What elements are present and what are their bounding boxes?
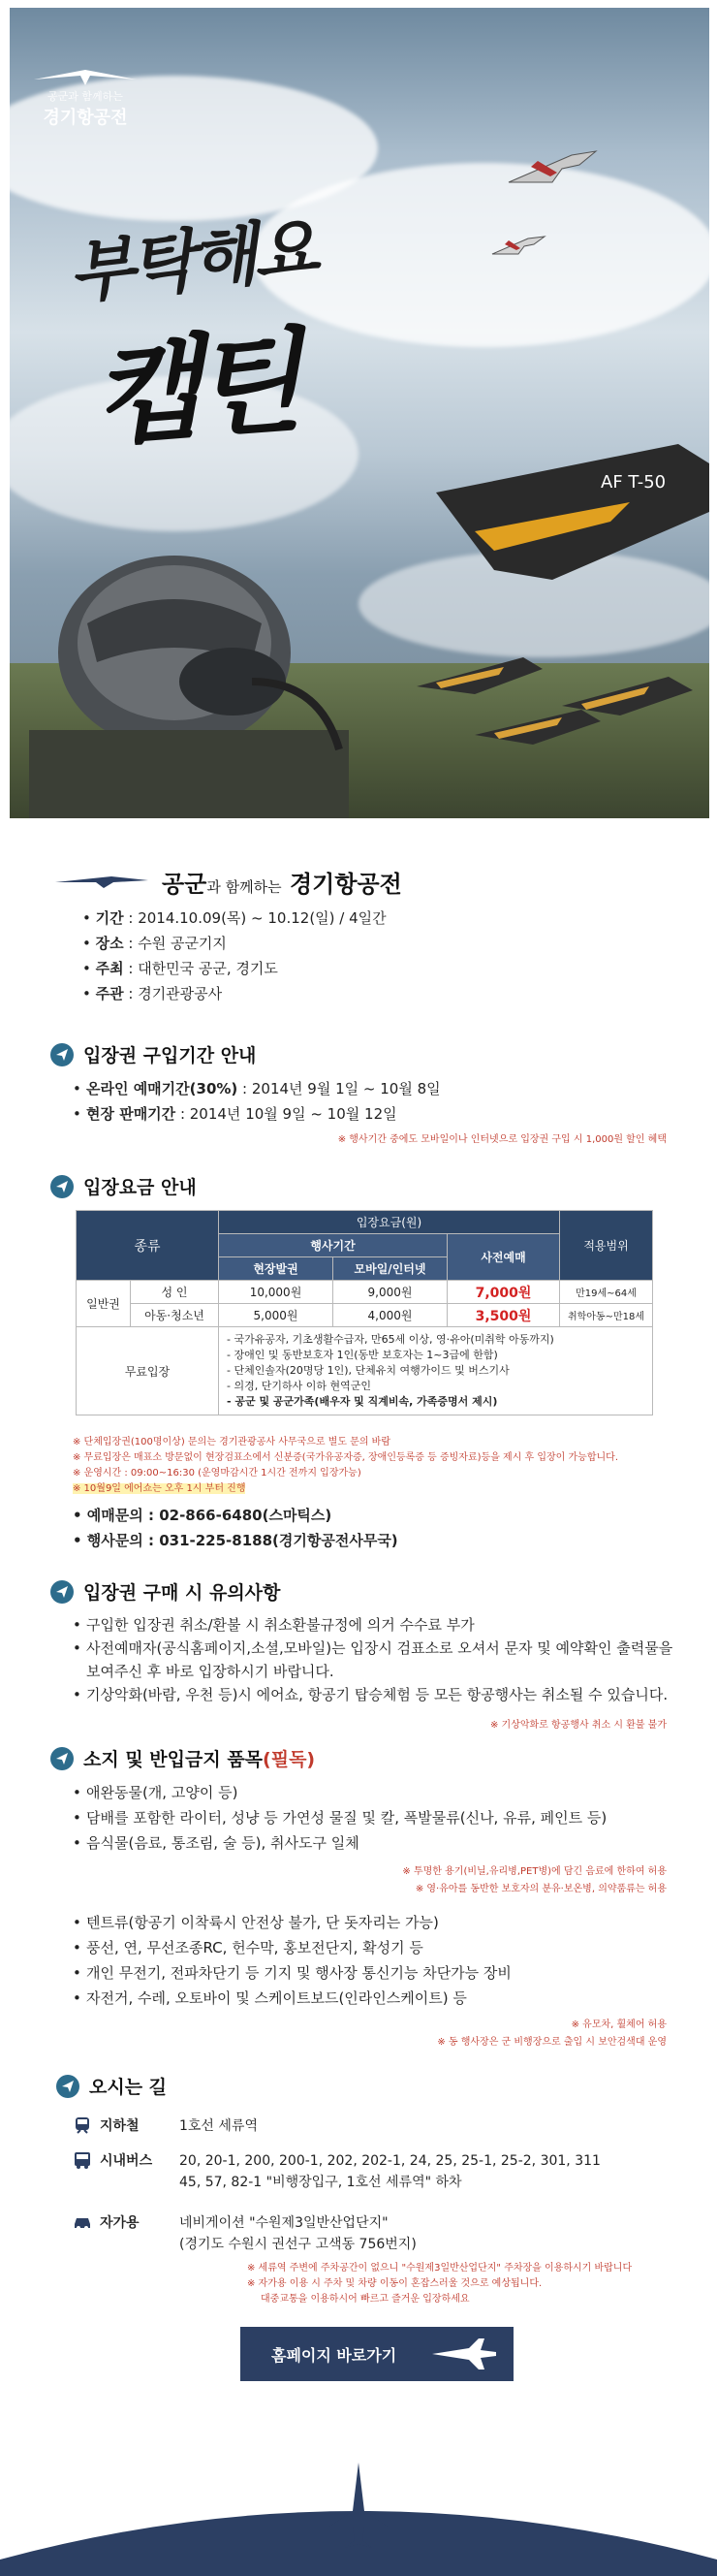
cell-range: 만19세~64세 xyxy=(560,1281,653,1304)
table-row xyxy=(77,1327,653,1415)
contact-reservation: • 예매문의 : 02-866-6480(스마틱스) xyxy=(73,1507,332,1524)
cell-free-label: 무료입장 xyxy=(77,1327,219,1415)
prohibited-notes-1: ※ 투명한 용기(비닐,유리병,PET병)에 담긴 음료에 한하여 허용 ※ 영·유아를 동반한 보호자의 분유·보온병, 의약품류는 허용 xyxy=(402,1866,667,1894)
list-item: • 텐트류(항공기 이착륙시 안전상 불가, 단 돗자리는 가능) xyxy=(73,1910,683,1935)
homepage-button[interactable] xyxy=(240,2327,514,2381)
jets-formation-icon xyxy=(417,648,698,754)
cloud xyxy=(252,163,709,347)
brand-part1: 공군 xyxy=(162,871,207,898)
event-info-item: • 장소 : 수원 공군기지 xyxy=(82,935,227,952)
cell-group: 일반권 xyxy=(77,1281,131,1327)
list-item: • 음식물(음료, 통조림, 술 등), 취사도구 일체 xyxy=(73,1830,683,1856)
list-item: • 기상악화(바람, 우천 등)시 에어쇼, 항공기 탑승체험 등 모든 항공행사는 취소될 수 있습니다. xyxy=(73,1683,683,1706)
subway-label: 지하철 xyxy=(73,2115,179,2137)
section-price-heading: 입장요금 안내 xyxy=(50,1173,197,1199)
prohibited-list-1 xyxy=(73,1780,683,1856)
hero-logo-large: 경기항공전 xyxy=(43,108,128,128)
section-ticket-period-heading: 입장권 구입기간 안내 xyxy=(50,1041,256,1067)
jet-icon xyxy=(430,2337,498,2371)
ticket-period-list xyxy=(73,1076,683,1127)
plane-tail-label: AF T-50 xyxy=(601,472,667,493)
paper-plane-icon xyxy=(56,2075,79,2098)
contact-info xyxy=(73,1503,398,1553)
section-prohibited-heading: 소지 및 반입금지 품목(필독) xyxy=(50,1745,315,1771)
footer-decoration xyxy=(0,2443,717,2576)
brand-title xyxy=(162,865,402,899)
event-info-item: • 주최 : 대한민국 공군, 경기도 xyxy=(82,960,278,977)
list-item: • 담배를 포함한 라이터, 성냥 등 가연성 물질 및 칼, 폭발물류(신나, 유류, 페인트 등) xyxy=(73,1805,683,1830)
paper-plane-icon xyxy=(50,1175,74,1198)
caution-list xyxy=(73,1613,683,1706)
hero-title-line1: 부탁해요 xyxy=(64,207,319,314)
price-notes: ※ 단체입장권(100명이상) 문의는 경기관광공사 사무국으로 별도 문의 바람 ※ 무료입장은 매표소 방문없이 현장검표소에서 신분증(국가유공자증, 장애인등록증 등 증빙자료)등을 제시 후 입장이 가능합니다. ※ 운영시간 : 09:00~16:30 (운영마감시간 1시간 전까지 입장가능) ※ 10월9일 에어쇼는 오후 1시 부터 진행 xyxy=(73,1437,619,1494)
pilot-image xyxy=(29,536,349,818)
directions-subway xyxy=(73,2115,683,2137)
event-info-list xyxy=(82,906,387,1006)
cell-type: 아동·청소년 xyxy=(131,1304,219,1327)
section-directions-heading: 오시는 길 xyxy=(56,2073,167,2099)
prohibited-notes-2: ※ 유모차, 휠체어 허용 ※ 동 행사장은 군 비행장으로 출입 시 보안검색대 운영 xyxy=(437,2019,667,2048)
event-info-item: • 기간 : 2014.10.09(목) ~ 10.12(일) / 4일간 xyxy=(82,909,387,927)
car-label: 자가용 xyxy=(73,2212,179,2255)
cell-mobile: 4,000원 xyxy=(333,1304,448,1327)
jet-icon xyxy=(436,434,709,599)
price-table xyxy=(76,1210,653,1415)
list-item: • 풍선, 연, 무선조종RC, 헌수막, 홍보전단지, 확성기 등 xyxy=(73,1935,683,1960)
bus-value: 20, 20-1, 200, 200-1, 202, 202-1, 24, 25, 25-1, 25-2, 301, 311 45, 57, 82-1 "비행장입구, 1호선 세류역" 하차 xyxy=(179,2153,601,2190)
table-row xyxy=(77,1304,653,1327)
list-item: • 사전예매자(공식홈페이지,소셜,모바일)는 입장시 검표소로 오셔서 문자 및 예약확인 출력물을 보여주신 후 바로 입장하시기 바랍니다. xyxy=(73,1637,683,1683)
event-info-item: • 주관 : 경기관광공사 xyxy=(82,985,223,1002)
cell-type: 성 인 xyxy=(131,1281,219,1304)
prohibited-list-2 xyxy=(73,1910,683,2011)
hero-logo xyxy=(27,66,143,129)
cell-range: 취학아동~만18세 xyxy=(560,1304,653,1327)
caution-note: ※ 기상악화로 항공행사 취소 시 환불 불가 xyxy=(489,1720,667,1731)
wing-icon xyxy=(27,66,143,88)
list-item: • 현장 판매기간 : 2014년 10월 9일 ~ 10월 12일 xyxy=(73,1101,683,1127)
hero-logo-small: 공군과 함께하는 xyxy=(47,90,123,103)
directions-notes: ※ 세류역 주변에 주차공간이 없으니 "수원제3일반산업단지" 주차장을 이용하시기 바랍니다 ※ 자가용 이용 시 주차 및 차량 이동이 혼잡스러울 것으로 예상됩니다. 대중교통을 이용하시어 빠르고 즐거운 입장하세요 xyxy=(247,2263,633,2305)
col-mobile: 모바일/인터넷 xyxy=(333,1257,448,1281)
list-item: • 개인 무전기, 전파차단기 등 기지 및 행사장 통신기능 차단가능 장비 xyxy=(73,1960,683,1986)
brand-part3: 경기항공전 xyxy=(281,871,402,898)
col-fee: 입장요금(원) xyxy=(219,1211,560,1234)
section-caution-heading: 입장권 구매 시 유의사항 xyxy=(50,1578,280,1605)
contact-event: • 행사문의 : 031-225-8188(경기항공전사무국) xyxy=(73,1532,398,1549)
subway-value: 1호선 세류역 xyxy=(179,2118,258,2134)
cell-mobile: 9,000원 xyxy=(333,1281,448,1304)
cell-onsite: 5,000원 xyxy=(219,1304,333,1327)
car-icon xyxy=(73,2212,92,2232)
list-item: • 구입한 입장권 취소/환불 시 취소환불규정에 의거 수수료 부가 xyxy=(73,1613,683,1637)
car-value: 네비게이션 "수원제3일반산업단지" (경기도 수원시 권선구 고색동 756번지) xyxy=(179,2215,417,2252)
cell-presale: 7,000원 xyxy=(448,1281,560,1304)
directions-bus xyxy=(73,2150,683,2193)
paper-plane-icon xyxy=(50,1580,74,1604)
col-period: 행사기간 xyxy=(219,1234,448,1257)
col-presale: 사전예매 xyxy=(448,1234,560,1281)
bus-label: 시내버스 xyxy=(73,2150,179,2193)
hero-title-line2: 캡틴 xyxy=(88,315,299,462)
plane-icon xyxy=(489,231,547,266)
table-row xyxy=(77,1281,653,1304)
list-item: • 자전거, 수레, 오토바이 및 스케이트보드(인라인스케이트) 등 xyxy=(73,1986,683,2011)
list-item: • 애완동물(개, 고양이 등) xyxy=(73,1780,683,1805)
hero-banner xyxy=(10,8,709,818)
homepage-button-label: 홈페이지 바로가기 xyxy=(271,2345,397,2365)
col-range: 적용범위 xyxy=(560,1211,653,1281)
list-item: • 온라인 예매기간(30%) : 2014년 9월 1일 ~ 10월 8일 xyxy=(73,1076,683,1101)
paper-plane-icon xyxy=(50,1747,74,1770)
jet-icon xyxy=(53,871,150,890)
paper-plane-icon xyxy=(50,1043,74,1066)
bus-icon xyxy=(73,2150,92,2170)
directions-car xyxy=(73,2212,683,2255)
brand-part2: 과 함께하는 xyxy=(206,878,282,896)
plane-icon xyxy=(504,143,601,202)
col-type: 종류 xyxy=(77,1211,219,1281)
subway-icon xyxy=(73,2115,92,2135)
cell-presale: 3,500원 xyxy=(448,1304,560,1327)
cell-onsite: 10,000원 xyxy=(219,1281,333,1304)
ticket-period-note: ※ 행사기간 중에도 모바일이나 인터넷으로 입장권 구입 시 1,000원 할인 혜택 xyxy=(337,1134,667,1145)
cell-free-list: - 국가유공자, 기초생활수급자, 만65세 이상, 영·유아(미취학 아동까지) - 장애인 및 동반보호자 1인(동반 보호자는 1~3급에 한함) - 단체인솔자(20명당 1인), 단체유치 여행가이드 및 버스기사 - 의경, 단기하사 이하 현역군인 - 공군 및 공군가족(배우자 및 직계비속, 가족증명서 제시) xyxy=(219,1327,653,1415)
col-onsite: 현장발권 xyxy=(219,1257,333,1281)
brand-row xyxy=(53,859,673,898)
